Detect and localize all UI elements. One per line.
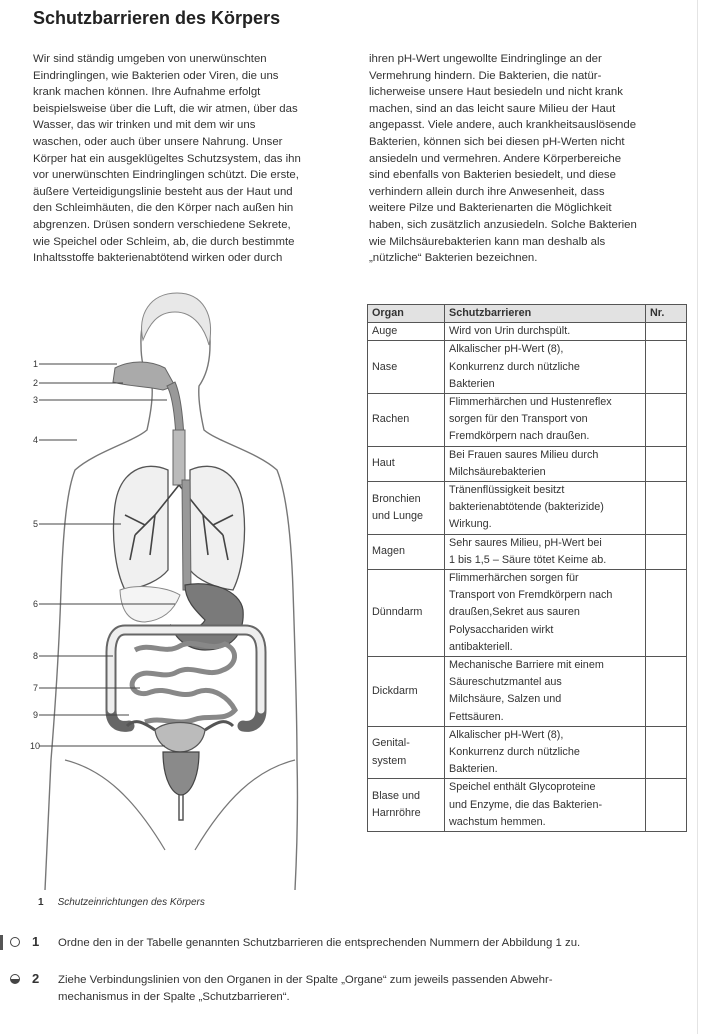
table-row (368, 779, 687, 832)
number-answer-cell[interactable] (646, 341, 687, 394)
organ-cell (368, 446, 445, 481)
intro-text-right (369, 51, 637, 267)
page-edge-line (697, 0, 698, 1034)
barrier-line: bakterienabtötende (bakterizide) (449, 501, 604, 514)
number-answer-cell[interactable] (646, 394, 687, 447)
table-row (368, 726, 687, 779)
task-1-number: 1 (32, 934, 40, 949)
task-2-text: Ziehe Verbindungslinien von den Organen in der Spalte „Organe“ zum jeweils passenden Abwehr- mechanismus in der Spalte „Schutzbarrieren“. (58, 974, 553, 1003)
table-row (368, 534, 687, 569)
task-1-text: Ordne den in der Tabelle genannten Schutzbarrieren die entsprechenden Nummern der Abbildung 1 zu. (58, 937, 581, 949)
intro-line: Wir sind ständig umgeben von unerwünschten (33, 53, 267, 65)
figure-label-7: 7 (33, 683, 39, 693)
intro-line: Wasser, das wir trinken und mit dem wir uns (33, 119, 256, 132)
organ-cell (368, 657, 445, 727)
header-organ: Organ (368, 305, 445, 323)
barrier-line: Alkalischer pH-Wert (8), (449, 728, 564, 741)
task-2-difficulty-icon (10, 974, 20, 984)
organ-cell (368, 726, 445, 779)
barrier-cell (445, 394, 646, 447)
number-answer-cell[interactable] (646, 534, 687, 569)
barrier-line: Fettsäuren. (449, 710, 504, 723)
organ-line: Dünndarm (372, 606, 423, 619)
barrier-line: Sehr saures Milieu, pH-Wert bei (449, 536, 602, 549)
number-answer-cell[interactable] (646, 323, 687, 341)
barrier-line: Flimmerhärchen sorgen für (449, 572, 579, 585)
intro-line: weitere Pilze und Bakterienarten die Möglichkeit (369, 202, 612, 215)
organ-line: Dickdarm (372, 684, 418, 697)
figure-caption (38, 897, 205, 908)
intro-line: ihren pH-Wert ungewollte Eindringlinge an der (369, 53, 602, 65)
barrier-line: Mechanische Barriere mit einem (449, 659, 604, 672)
organ-cell (368, 394, 445, 447)
organ-line: Genital- (372, 737, 410, 750)
esophagus (182, 480, 191, 590)
organ-line: Haut (372, 457, 395, 470)
organ-line: Auge (372, 325, 398, 338)
organ-line: Bronchien (372, 492, 421, 505)
organ-cell (368, 482, 445, 535)
nasal-cavity (113, 362, 175, 390)
barrier-line: Speichel enthält Glycoproteine (449, 781, 596, 794)
table-row (368, 341, 687, 394)
barrier-cell (445, 657, 646, 727)
intro-line: abgrenzen. Drüsen sondern verschiedene Sekrete, (33, 218, 291, 231)
table-row (368, 570, 687, 657)
caption-text: Schutzeinrichtungen des Körpers (57, 897, 205, 908)
small-intestine (132, 643, 235, 722)
figure-label-1: 1 (33, 359, 39, 369)
stomach (171, 584, 243, 650)
number-answer-cell[interactable] (646, 779, 687, 832)
body-illustration (25, 290, 345, 890)
barrier-cell (445, 482, 646, 535)
barrier-line: Flimmerhärchen und Hustenreflex (449, 396, 612, 409)
intro-line: den Schleimhäuten, die den Körper nach außen hin (33, 202, 294, 215)
organ-cell (368, 570, 445, 657)
header-nr: Nr. (646, 305, 687, 323)
intro-line: haben, sich zusätzlich anzusiedeln. Solche Bakterien (369, 218, 637, 231)
organ-barrier-table (367, 304, 687, 832)
trachea (173, 430, 185, 485)
barrier-line: 1 bis 1,5 – Säure tötet Keime ab. (449, 553, 607, 566)
page-title: Schutzbarrieren des Körpers (33, 8, 281, 28)
barrier-cell (445, 323, 646, 341)
uterus (155, 723, 205, 753)
table-row (368, 482, 687, 535)
organ-line: Rachen (372, 413, 410, 426)
number-answer-cell[interactable] (646, 482, 687, 535)
barrier-line: Fremdkörpern nach draußen. (449, 430, 590, 443)
figure-label-4: 4 (33, 435, 39, 445)
figure-label-6: 6 (33, 599, 39, 609)
barrier-line: sorgen für den Transport von (449, 413, 588, 426)
intro-line: Vermehrung hindern. Die Bakterien, die natür- (369, 69, 602, 82)
barrier-line: und Enzyme, die das Bakterien- (449, 798, 603, 811)
intro-line: beispielsweise über die Luft, die wir atmen, über das (33, 102, 298, 115)
task-2-number: 2 (32, 971, 40, 986)
organ-line: system (372, 754, 407, 767)
barrier-line: Alkalischer pH-Wert (8), (449, 343, 564, 356)
barrier-line: Bei Frauen saures Milieu durch (449, 448, 599, 461)
barrier-cell (445, 341, 646, 394)
barrier-line: Transport von Fremdkörpern nach (449, 589, 613, 602)
caption-number: 1 (38, 897, 44, 908)
number-answer-cell[interactable] (646, 570, 687, 657)
figure-label-8: 8 (33, 651, 39, 661)
intro-line: Bakterien, können sich bei diesen pH-Werten nicht (369, 135, 625, 148)
urethra (179, 795, 183, 820)
barrier-line: Milchsäure, Salzen und (449, 693, 562, 706)
intro-line: Körper hat ein ausgeklügeltes Schutzsystem, das ihn (33, 152, 301, 165)
organ-line: Magen (372, 545, 406, 558)
figure-label-9: 9 (33, 710, 39, 720)
intro-line: verhindern allein durch ihre Anwesenheit, dass (369, 185, 605, 198)
intro-line: „nützliche“ Bakterien bezeichnen. (369, 252, 538, 265)
barrier-line: wachstum hemmen. (449, 815, 546, 828)
intro-line: machen, sind an das leicht saure Milieu der Haut (369, 102, 616, 115)
table-row (368, 323, 687, 341)
barrier-line: Tränenflüssigkeit besitzt (449, 484, 565, 497)
barrier-line: Säureschutzmantel aus (449, 676, 562, 689)
intro-line: krank machen können. Ihre Aufnahme erfolgt (33, 86, 261, 99)
task-1-marker-bar (0, 935, 3, 950)
hair-shape (142, 293, 211, 345)
bladder (163, 752, 199, 795)
organ-line: Harnröhre (372, 807, 421, 820)
barrier-cell (445, 779, 646, 832)
figure-label-10: 10 (30, 741, 41, 751)
number-answer-cell[interactable] (646, 446, 687, 481)
number-answer-cell[interactable] (646, 726, 687, 779)
intro-line: wie Milchsäurebakterien kann man deshalb als (369, 235, 606, 248)
barrier-line: Konkurrenz durch nützliche (449, 746, 580, 759)
intro-text-left (33, 51, 301, 267)
figure-label-2: 2 (33, 378, 39, 388)
intro-line: angepasst. Viele andere, auch krankheitsauslösende (369, 119, 637, 132)
organ-line: Nase (372, 360, 398, 373)
organ-cell (368, 534, 445, 569)
figure-number-labels (30, 359, 40, 751)
barrier-cell (445, 534, 646, 569)
intro-line: Inhaltsstoffe bakterienabtötend wirken oder durch (33, 252, 283, 265)
barrier-line: Milchsäurebakterien (449, 465, 546, 478)
table-header-row (368, 305, 687, 323)
barrier-line: Wirkung. (449, 518, 492, 531)
task-1-difficulty-icon (10, 937, 20, 947)
organ-line: Blase und (372, 790, 421, 803)
organ-cell (368, 341, 445, 394)
barrier-cell (445, 726, 646, 779)
organ-cell (368, 779, 445, 832)
intro-line: vor unerwünschten Eindringlingen schützt. Die erste, (33, 169, 299, 182)
intro-line: waschen, oder auch über unsere Nahrung. Unser (33, 135, 283, 148)
barrier-cell (445, 570, 646, 657)
barrier-line: Wird von Urin durchspült. (449, 325, 571, 338)
number-answer-cell[interactable] (646, 657, 687, 727)
intro-line: licherweise unsere Haut besiedeln und nicht krank (369, 86, 623, 99)
barrier-line: Polysacchariden wirkt (449, 623, 554, 636)
intro-line: wie Speichel oder Schleim, ab, die durch bestimmte (33, 235, 295, 248)
table-row (368, 657, 687, 727)
table-row (368, 446, 687, 481)
barrier-line: Bakterien. (449, 763, 498, 776)
figure-label-5: 5 (33, 519, 39, 529)
barrier-line: draußen,Sekret aus sauren (449, 606, 580, 619)
table-row (368, 394, 687, 447)
barrier-cell (445, 446, 646, 481)
organ-line: und Lunge (372, 509, 424, 522)
intro-line: äußere Verteidigungslinie besteht aus der Haut und (33, 185, 293, 198)
intro-line: sind ebenfalls von Bakterien besiedelt, und diese (369, 169, 616, 182)
barrier-line: antibakteriell. (449, 640, 513, 653)
figure-label-3: 3 (33, 395, 39, 405)
organ-cell (368, 323, 445, 341)
header-barrier: Schutzbarrieren (445, 305, 646, 323)
intro-line: ansiedeln und vermehren. Andere Körperbereiche (369, 152, 622, 165)
barrier-line: Bakterien (449, 377, 495, 390)
intro-line: Eindringlingen, wie Bakterien oder Viren, die uns (33, 69, 279, 82)
barrier-line: Konkurrenz durch nützliche (449, 360, 580, 373)
